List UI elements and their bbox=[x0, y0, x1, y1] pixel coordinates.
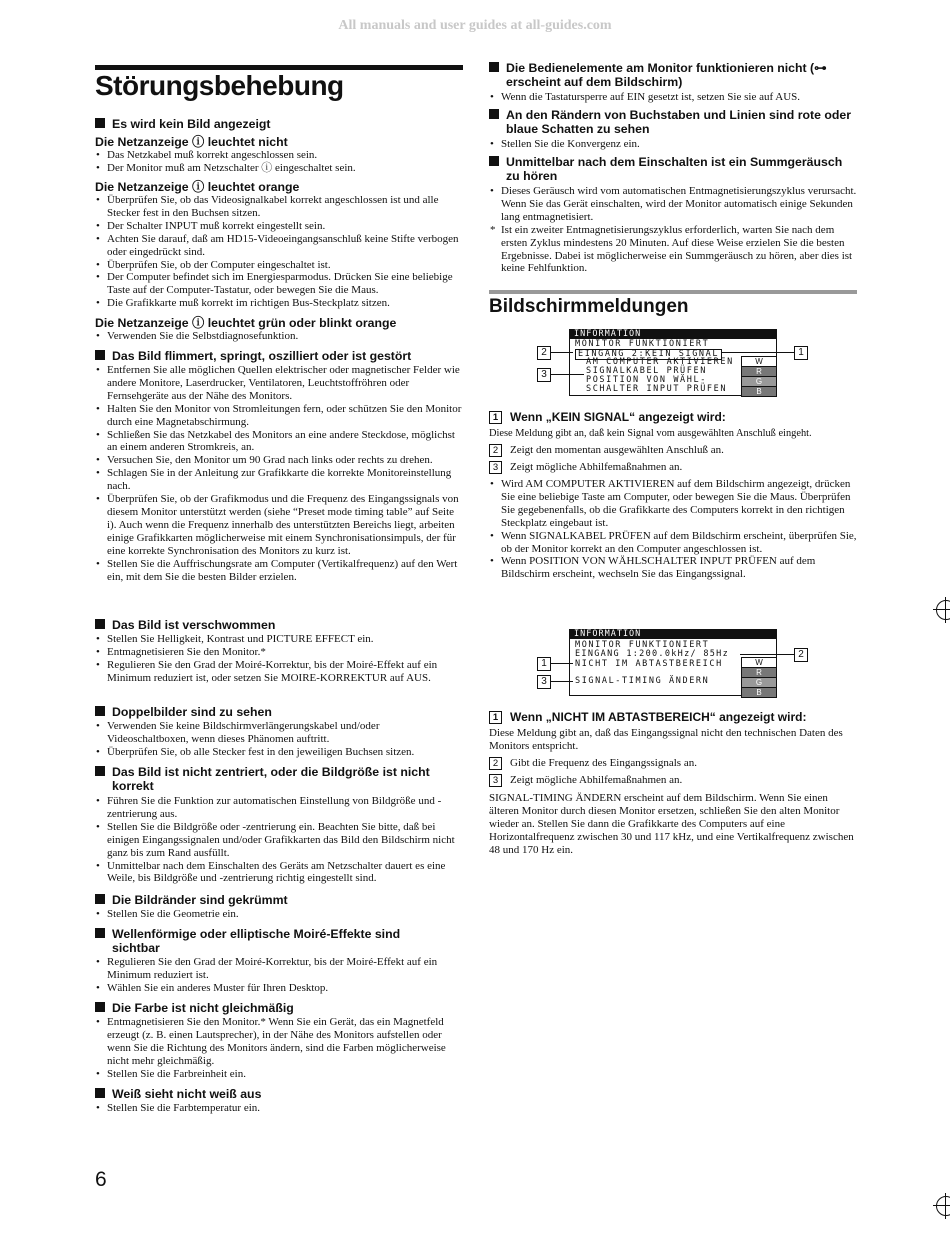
list-item: • Halten Sie den Monitor von Stromleitungen fern, oder schützen Sie den Monitor durch eine Magnetabschirmung. bbox=[95, 403, 463, 429]
list-item: • Der Monitor muß am Netzschalter ⓘ eingeschaltet sein. bbox=[95, 162, 463, 175]
list-item: • Entmagnetisieren Sie den Monitor.* bbox=[95, 646, 463, 659]
number-box: 1 bbox=[489, 711, 502, 724]
osd-line: MONITOR FUNKTIONIERT bbox=[575, 640, 710, 650]
osd-line: MONITOR FUNKTIONIERT bbox=[575, 339, 710, 349]
callout-line bbox=[722, 352, 794, 353]
list-item: • Das Netzkabel muß korrekt angeschlossen sein. bbox=[95, 149, 463, 162]
list-item: • Stellen Sie die Geometrie ein. bbox=[95, 908, 463, 921]
section-heading: Das Bild flimmert, springt, oszilliert oder ist gestört bbox=[95, 349, 463, 363]
list-item: • Regulieren Sie den Grad der Moiré-Korrektur, bis der Moiré-Effekt auf ein Minimum reduziert ist. bbox=[95, 956, 463, 982]
osd-line: SIGNAL-TIMING ÄNDERN bbox=[575, 676, 710, 686]
bullet-list bbox=[95, 364, 463, 583]
bullet-list bbox=[489, 138, 857, 151]
bullet-list bbox=[489, 478, 857, 581]
color-swatch-g: G bbox=[741, 677, 777, 688]
osd-title-bar: INFORMATION bbox=[570, 630, 776, 639]
list-item: • Überprüfen Sie, ob alle Stecker fest in den jeweiligen Buchsen sitzen. bbox=[95, 746, 463, 759]
list-item: • Dieses Geräusch wird vom automatischen Entmagnetisierungszyklus verursacht. Wenn Sie das Gerät einschalten, wird der Monitor automatisch einige Sekunden lang entmagnetisiert. bbox=[489, 185, 857, 224]
square-bullet-icon bbox=[489, 62, 499, 72]
bullet-list bbox=[95, 1102, 463, 1115]
square-bullet-icon bbox=[95, 350, 105, 360]
watermark: All manuals and user guides at all-guides.com bbox=[338, 18, 612, 33]
osd-line: SCHALTER INPUT PRÜFEN bbox=[586, 384, 728, 394]
list-item: • Verwenden Sie keine Bildschirmverlängerungskabel und/oder Videoschaltboxen, wenn dieses Phänomen auftritt. bbox=[95, 720, 463, 746]
list-item: • Stellen Sie die Konvergenz ein. bbox=[489, 138, 857, 151]
color-swatch-w: W bbox=[741, 657, 777, 668]
osd-title-bar: INFORMATION bbox=[570, 330, 776, 339]
list-item: • Überprüfen Sie, ob das Videosignalkabel korrekt angeschlossen ist und alle Stecker fest in den Buchsen sitzen. bbox=[95, 194, 463, 220]
color-swatch-b: B bbox=[741, 386, 777, 397]
list-item: • Wenn POSITION VON WÄHLSCHALTER INPUT PRÜFEN auf dem Bildschirm erscheint, wechseln Sie das Eingangssignal. bbox=[489, 555, 857, 581]
osd-line: POSITION VON WÄHL- bbox=[586, 375, 707, 385]
square-bullet-icon bbox=[95, 928, 105, 938]
square-bullet-icon bbox=[95, 766, 105, 776]
number-box: 2 bbox=[489, 757, 502, 770]
list-item: • Stellen Sie die Farbtemperatur ein. bbox=[95, 1102, 463, 1115]
list-item: • Stellen Sie die Farbreinheit ein. bbox=[95, 1068, 463, 1081]
section-heading: Weiß sieht nicht weiß aus bbox=[95, 1087, 463, 1101]
registration-mark-icon bbox=[936, 1196, 950, 1216]
list-item: • Überprüfen Sie, ob der Grafikmodus und die Frequenz des Eingangssignals von diesem Monitor unterstützt werden (siehe “Preset mode timing table” auf Seite i). Auch wenn die Frequenz innerhalb des unterstützten Bereichs liegt, arbeiten einige Grafikkarten möglicherweise mit einem Synchronisationsimpuls, der für eine korrekte Synchronisation des Monitors zu kurz ist. bbox=[95, 493, 463, 558]
square-bullet-icon bbox=[95, 619, 105, 629]
list-item: • Wenn die Tastatursperre auf EIN gesetzt ist, setzen Sie sie auf AUS. bbox=[489, 91, 857, 104]
callout-1: 1 bbox=[537, 657, 551, 671]
numbered-item: 3 Zeigt mögliche Abhilfemaßnahmen an. bbox=[489, 774, 878, 787]
list-item: • Stellen Sie Helligkeit, Kontrast und PICTURE EFFECT ein. bbox=[95, 633, 463, 646]
section-heading: Unmittelbar nach dem Einschalten ist ein Summgeräusch zu hören bbox=[489, 155, 857, 183]
bullet-list bbox=[489, 91, 857, 104]
osd-line: EINGANG 1:200.0kHz/ 85Hz bbox=[575, 649, 730, 659]
sub-heading: Die Netzanzeige ⓘ leuchtet grün oder blinkt orange bbox=[95, 316, 397, 330]
osd-line: SIGNALKABEL PRÜFEN bbox=[586, 366, 707, 376]
list-item: • Wird AM COMPUTER AKTIVIEREN auf dem Bildschirm angezeigt, drücken Sie eine beliebige Taste am Computer, oder bewegen Sie die Maus. Überprüfen Sie gegebenenfalls, ob die Grafikkarte des Computers korrekt in den richtigen Steckplatz eingebaut ist. bbox=[489, 478, 857, 530]
list-item: • Der Computer befindet sich im Energiesparmodus. Drücken Sie eine beliebige Taste auf der Computer-Tastatur, oder bewegen Sie die Maus. bbox=[95, 271, 463, 297]
list-item: • Verwenden Sie die Selbstdiagnosefunktion. bbox=[95, 330, 463, 343]
numbered-item: 2 Zeigt den momentan ausgewählten Anschluß an. bbox=[489, 444, 878, 457]
bullet-list bbox=[95, 149, 463, 175]
square-bullet-icon bbox=[95, 1088, 105, 1098]
section-heading: Das Bild ist verschwommen bbox=[95, 618, 463, 632]
bullet-list bbox=[95, 795, 463, 885]
section-heading: Die Bildränder sind gekrümmt bbox=[95, 893, 463, 907]
section-heading: Es wird kein Bild angezeigt bbox=[95, 117, 463, 131]
callout-1: 1 bbox=[794, 346, 808, 360]
message-heading: 1 Wenn „NICHT IM ABTASTBEREICH“ angezeigt wird: bbox=[489, 710, 878, 724]
section-title: Bildschirmmeldungen bbox=[489, 296, 689, 317]
list-item: • Unmittelbar nach dem Einschalten des Geräts am Netzschalter dauert es eine Weile, bis Bildgröße und -zentrierung richtig eingestellt sind. bbox=[95, 860, 463, 886]
sub-heading: Die Netzanzeige ⓘ leuchtet orange bbox=[95, 180, 300, 194]
paragraph: Diese Meldung gibt an, daß kein Signal vom ausgewählten Anschluß eingeht. bbox=[489, 428, 812, 439]
square-bullet-icon bbox=[489, 109, 499, 119]
color-swatch-r: R bbox=[741, 366, 777, 377]
section-heading: Die Bedienelemente am Monitor funktionieren nicht (⊶ erscheint auf dem Bildschirm) bbox=[489, 61, 857, 89]
color-swatch-g: G bbox=[741, 376, 777, 387]
list-item: • Stellen Sie die Bildgröße oder -zentrierung ein. Beachten Sie bitte, daß bei einigen Eingangssignalen und/oder Grafikkarten das Bild den Bildschirm nicht ganz bis zum Rand ausfüllt. bbox=[95, 821, 463, 860]
bullet-list bbox=[95, 330, 463, 343]
callout-line bbox=[740, 654, 794, 655]
square-bullet-icon bbox=[489, 156, 499, 166]
bullet-list bbox=[95, 908, 463, 921]
section-heading: Wellenförmige oder elliptische Moiré-Effekte sind sichtbar bbox=[95, 927, 442, 955]
section-rule bbox=[489, 290, 857, 294]
list-item: • Überprüfen Sie, ob der Computer eingeschaltet ist. bbox=[95, 259, 463, 272]
square-bullet-icon bbox=[95, 118, 105, 128]
registration-mark-icon bbox=[936, 600, 950, 620]
list-item: • Die Grafikkarte muß korrekt im richtigen Bus-Steckplatz sitzen. bbox=[95, 297, 463, 310]
callout-3: 3 bbox=[537, 368, 551, 382]
list-item: • Wenn SIGNALKABEL PRÜFEN auf dem Bildschirm erscheint, überprüfen Sie, ob der Monitor korrekt an den Computer angeschlossen ist. bbox=[489, 530, 857, 556]
list-item: • Entfernen Sie alle möglichen Quellen elektrischer oder magnetischer Felder wie andere Monitore, Laserdrucker, Ventilatoren, Leuchtstoffröhren oder Fernsehgeräte aus der Nähe des Monitors. bbox=[95, 364, 463, 403]
color-swatch-b: B bbox=[741, 687, 777, 698]
message-heading: 1 Wenn „KEIN SIGNAL“ angezeigt wird: bbox=[489, 410, 878, 424]
page-title: Störungsbehebung bbox=[95, 70, 344, 101]
osd-line: NICHT IM ABTASTBEREICH bbox=[575, 659, 723, 669]
bullet-list bbox=[95, 1016, 463, 1081]
list-item: • Wählen Sie ein anderes Muster für Ihren Desktop. bbox=[95, 982, 463, 995]
list-item: • Achten Sie darauf, daß am HD15-Videoeingangsanschluß keine Stifte verbogen oder eingedrückt sind. bbox=[95, 233, 463, 259]
bullet-list bbox=[95, 720, 463, 759]
color-swatch-r: R bbox=[741, 667, 777, 678]
number-box: 3 bbox=[489, 774, 502, 787]
paragraph: SIGNAL-TIMING ÄNDERN erscheint auf dem Bildschirm. Wenn Sie einen älteren Monitor durch diesen Monitor ersetzen, schließen Sie den alten Monitor wieder an. Stellen Sie dann die Grafikkarte des Computers auf eine Horizontalfrequenz zwischen 30 und 117 kHz, und eine Vertikalfrequenz zwischen 48 und 170 Hz ein. bbox=[489, 792, 854, 856]
section-heading: Die Farbe ist nicht gleichmäßig bbox=[95, 1001, 463, 1015]
page-number: 6 bbox=[95, 1168, 107, 1191]
number-box: 3 bbox=[489, 461, 502, 474]
numbered-item: 2 Gibt die Frequenz des Eingangssignals an. bbox=[489, 757, 878, 770]
bullet-list bbox=[95, 633, 463, 685]
footnote: * Ist ein zweiter Entmagnetisierungszyklus erforderlich, warten Sie nach dem ersten Zyklus mindestens 20 Minuten. Auf diese Weise erzielen Sie die besten Ergebnisse. Dabei ist möglicherweise ein Summgeräusch zu hören, aber dies ist keine Fehlfunktion. bbox=[489, 224, 857, 276]
list-item: • Schließen Sie das Netzkabel des Monitors an eine andere Steckdose, möglichst an einem anderen Stromkreis, an. bbox=[95, 429, 463, 455]
section-heading: An den Rändern von Buchstaben und Linien sind rote oder blaue Schatten zu sehen bbox=[489, 108, 857, 136]
bullet-list bbox=[95, 956, 463, 995]
callout-2: 2 bbox=[794, 648, 808, 662]
callout-line bbox=[551, 663, 573, 664]
section-heading: Das Bild ist nicht zentriert, oder die Bildgröße ist nicht korrekt bbox=[95, 765, 463, 793]
number-box: 1 bbox=[489, 411, 502, 424]
callout-line bbox=[551, 681, 573, 682]
square-bullet-icon bbox=[95, 1002, 105, 1012]
bullet-list bbox=[95, 194, 463, 310]
sub-heading: Die Netzanzeige ⓘ leuchtet nicht bbox=[95, 135, 288, 149]
callout-2: 2 bbox=[537, 346, 551, 360]
callout-3: 3 bbox=[537, 675, 551, 689]
callout-line bbox=[551, 374, 584, 375]
list-item: • Entmagnetisieren Sie den Monitor.* Wenn Sie ein Gerät, das ein Magnetfeld erzeugt (z. B. einen Lautsprecher), in der Nähe des Monitors aufstellen oder wenn Sie die Richtung des Monitors ändern, sind die Farben möglicherweise nicht mehr gleichmäßig. bbox=[95, 1016, 463, 1068]
list-item: • Stellen Sie die Auffrischungsrate am Computer (Vertikalfrequenz) auf den Wert ein, mit dem Sie die besten Bilder erzielen. bbox=[95, 558, 463, 584]
list-item: • Der Schalter INPUT muß korrekt eingestellt sein. bbox=[95, 220, 463, 233]
list-item: • Versuchen Sie, den Monitor um 90 Grad nach links oder rechts zu drehen. bbox=[95, 454, 463, 467]
callout-line bbox=[551, 352, 573, 353]
list-item: • Führen Sie die Funktion zur automatischen Einstellung von Bildgröße und -zentrierung aus. bbox=[95, 795, 463, 821]
number-box: 2 bbox=[489, 444, 502, 457]
bullet-list bbox=[489, 185, 857, 275]
numbered-item: 3 Zeigt mögliche Abhilfemaßnahmen an. bbox=[489, 461, 878, 474]
list-item: • Regulieren Sie den Grad der Moiré-Korrektur, bis der Moiré-Effekt auf ein Minimum reduziert ist, oder setzen Sie MOIRE-KORREKTUR auf AUS. bbox=[95, 659, 463, 685]
osd-line: EINGANG 2:KEIN SIGNAL bbox=[575, 349, 722, 360]
osd-line: AM COMPUTER AKTIVIEREN bbox=[586, 357, 734, 367]
section-heading: Doppelbilder sind zu sehen bbox=[95, 705, 463, 719]
color-swatch-w: W bbox=[741, 356, 777, 367]
list-item: • Schlagen Sie in der Anleitung zur Grafikkarte die korrekte Monitoreinstellung nach. bbox=[95, 467, 463, 493]
square-bullet-icon bbox=[95, 706, 105, 716]
square-bullet-icon bbox=[95, 894, 105, 904]
paragraph: Diese Meldung gibt an, daß das Eingangssignal nicht den technischen Daten des Monitors entspricht. bbox=[489, 727, 843, 752]
